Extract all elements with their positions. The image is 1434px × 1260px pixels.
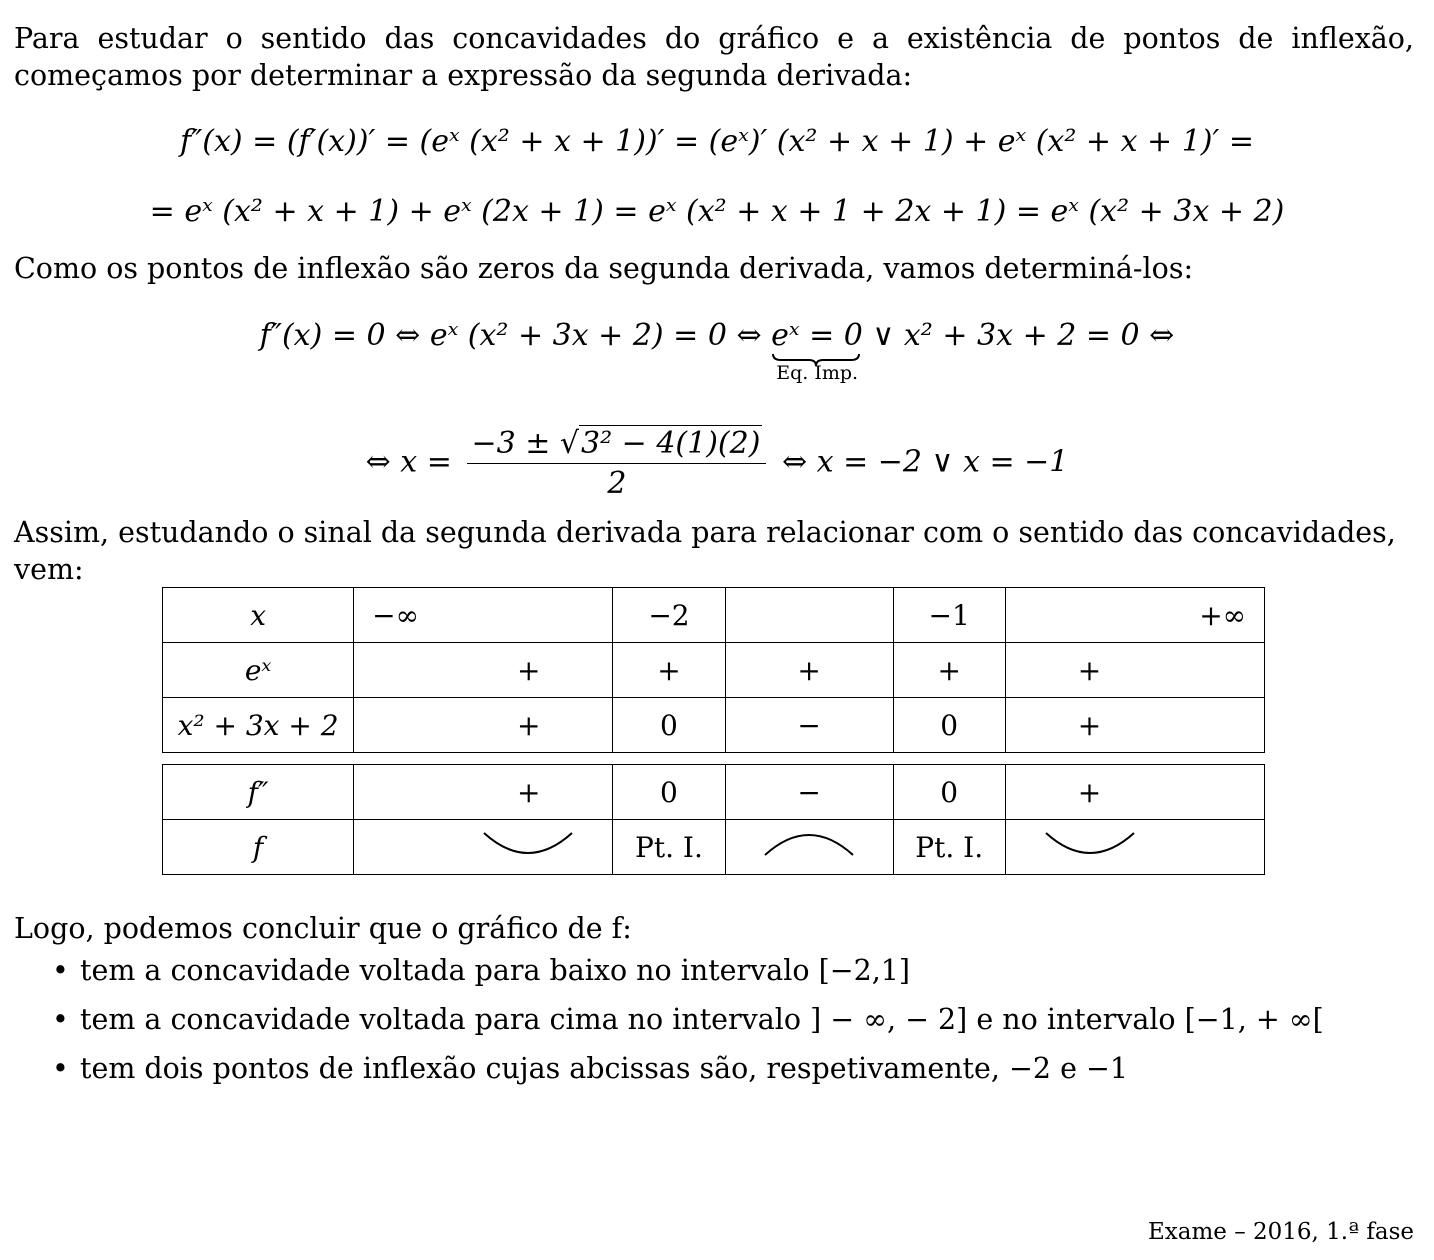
numerator-prefix: −3 ± bbox=[471, 426, 551, 461]
impossible-equation bbox=[771, 318, 863, 384]
equation-quadratic-right: ⇔ x = −2 ∨ x = −1 bbox=[781, 444, 1069, 480]
table-row-f2 bbox=[163, 765, 1265, 820]
zeros-paragraph: Como os pontos de inflexão são zeros da segunda derivada, vamos determiná-los: bbox=[14, 252, 1194, 285]
radicand: 3² − 4(1)(2) bbox=[581, 426, 761, 461]
concave-up-icon bbox=[1044, 829, 1136, 859]
conclusion-paragraph: Logo, podemos concluir que o gráfico de f: bbox=[14, 912, 632, 945]
sign-table-result bbox=[162, 764, 1265, 875]
table-cell: f″ bbox=[163, 765, 354, 820]
equation-zeros bbox=[0, 318, 1434, 384]
table-cell bbox=[725, 588, 893, 643]
table-cell: +∞ bbox=[1005, 588, 1264, 643]
table-cell: + bbox=[354, 643, 613, 698]
sqrt-icon: √ bbox=[559, 426, 580, 461]
concave-down-icon bbox=[763, 829, 855, 859]
table-cell: x² + 3x + 2 bbox=[163, 698, 354, 753]
quadratic-fraction bbox=[467, 426, 766, 501]
table-cell: + bbox=[354, 765, 613, 820]
table-cell bbox=[354, 820, 613, 875]
table-row-f bbox=[163, 820, 1265, 875]
table-cell: 0 bbox=[893, 765, 1005, 820]
table-cell: Pt. I. bbox=[613, 820, 725, 875]
table-cell: 0 bbox=[613, 765, 725, 820]
table-cell: − bbox=[725, 698, 893, 753]
table-cell: + bbox=[613, 643, 725, 698]
impossible-equation-text: eˣ = 0 bbox=[771, 318, 863, 353]
table-cell: + bbox=[1005, 698, 1264, 753]
equation-second-derivative-1: f″(x) = (f′(x))′ = (eˣ (x² + x + 1))′ = (eˣ)′ (x² + x + 1) + eˣ (x² + x + 1)′ = bbox=[179, 124, 1254, 159]
table-cell: −2 bbox=[613, 588, 725, 643]
table-cell: − bbox=[725, 765, 893, 820]
sign-table-factors bbox=[162, 587, 1265, 753]
table-row-exp bbox=[163, 643, 1265, 698]
underbrace-label: Eq. Imp. bbox=[776, 362, 859, 384]
list-item: • tem a concavidade voltada para cima no intervalo ] − ∞, − 2] e no intervalo [−1, + ∞[ bbox=[80, 1001, 1324, 1038]
table-cell: 0 bbox=[893, 698, 1005, 753]
equation-quadratic bbox=[0, 426, 1434, 501]
fraction-numerator bbox=[467, 426, 766, 464]
equation-second-derivative-2: = eˣ (x² + x + 1) + eˣ (2x + 1) = eˣ (x² + x + 1 + 2x + 1) = eˣ (x² + 3x + 2) bbox=[149, 194, 1285, 229]
table-cell bbox=[725, 820, 893, 875]
table-cell: Pt. I. bbox=[893, 820, 1005, 875]
equation-zeros-left: f″(x) = 0 ⇔ eˣ (x² + 3x + 2) = 0 ⇔ bbox=[259, 318, 762, 353]
table-cell: + bbox=[725, 643, 893, 698]
table-cell: + bbox=[1005, 643, 1264, 698]
table-cell: + bbox=[893, 643, 1005, 698]
list-item: • tem dois pontos de inflexão cujas abcissas são, respetivamente, −2 e −1 bbox=[80, 1050, 1324, 1087]
table-cell: −∞ bbox=[354, 588, 613, 643]
table-cell: + bbox=[1005, 765, 1264, 820]
intro-paragraph: Para estudar o sentido das concavidades do gráfico e a existência de pontos de inflexão, começamos por determinar a expressão da segunda derivada: bbox=[14, 22, 1414, 92]
table-cell: + bbox=[354, 698, 613, 753]
sign-paragraph: Assim, estudando o sinal da segunda derivada para relacionar com o sentido das concavidades, vem: bbox=[14, 516, 1396, 586]
table-cell bbox=[1005, 820, 1264, 875]
list-item: • tem a concavidade voltada para baixo no intervalo [−2,1] bbox=[80, 952, 1324, 989]
table-row-poly bbox=[163, 698, 1265, 753]
fraction-denominator: 2 bbox=[607, 466, 627, 501]
equation-quadratic-left: ⇔ x = bbox=[365, 444, 452, 480]
table-cell: x bbox=[163, 588, 354, 643]
table-cell: −1 bbox=[893, 588, 1005, 643]
conclusion-list bbox=[52, 952, 1324, 1099]
equation-zeros-right: ∨ x² + 3x + 2 = 0 ⇔ bbox=[872, 318, 1175, 353]
table-cell: f bbox=[163, 820, 354, 875]
exam-source: Exame – 2016, 1.ª fase bbox=[1148, 1219, 1414, 1245]
concave-up-icon bbox=[482, 829, 574, 859]
table-cell: 0 bbox=[613, 698, 725, 753]
table-cell: eˣ bbox=[163, 643, 354, 698]
table-row-x bbox=[163, 588, 1265, 643]
